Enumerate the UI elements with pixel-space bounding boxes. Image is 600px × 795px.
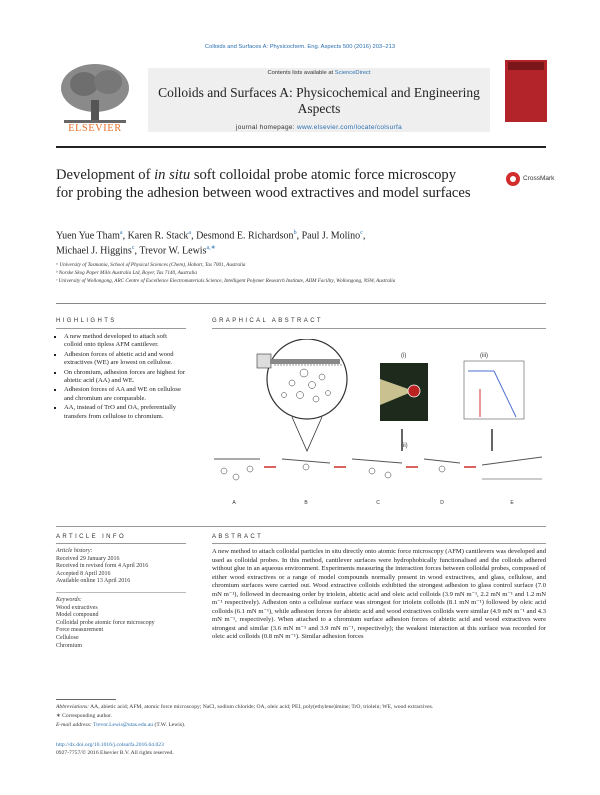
journal-citation[interactable]: Colloids and Surfaces A: Physicochem. Eng. Aspects 500 (2016) 203–213 bbox=[204, 44, 396, 50]
sciencedirect-link[interactable]: ScienceDirect bbox=[334, 70, 371, 76]
author-sup[interactable]: c bbox=[131, 245, 135, 252]
abbreviations-text: AA, abietic acid; AFM, atomic force microscopy; NaCl, sodium chloride; OA, oleic acid; PEI, poly(ethylene)imine; TrO, triolein; WE, wood extractives. bbox=[90, 704, 434, 710]
panel-label: B bbox=[304, 500, 308, 506]
panel-label: E bbox=[510, 500, 514, 506]
author-name[interactable]: Desmond E. Richardson bbox=[196, 230, 294, 242]
section-rule bbox=[56, 526, 546, 527]
history-item: Received 29 January 2016 bbox=[56, 555, 120, 562]
journal-homepage bbox=[148, 124, 490, 131]
abbreviations-label: Abbreviations: bbox=[56, 704, 90, 710]
author-sup[interactable]: b bbox=[293, 230, 297, 236]
history-item: Accepted 8 April 2016 bbox=[56, 570, 111, 577]
graphical-abstract-heading: GRAPHICAL ABSTRACT bbox=[212, 318, 323, 324]
email-suffix: (T.W. Lewis). bbox=[154, 722, 186, 728]
header-rule bbox=[56, 146, 546, 148]
panel-label: D bbox=[440, 500, 444, 506]
copyright-line: 0927-7757/© 2016 Elsevier B.V. All rights reserved. bbox=[56, 750, 174, 756]
keyword: Force measurement bbox=[56, 627, 104, 634]
author-name[interactable]: Paul J. Molino bbox=[301, 230, 361, 242]
ga-label-ii: (i) bbox=[401, 353, 407, 359]
highlight-item: ▪ On chromium, adhesion forces are highest for abietic acid (AA) and WE. bbox=[64, 369, 186, 386]
panel-label: C bbox=[376, 500, 380, 506]
keyword: Cellulose bbox=[56, 634, 79, 641]
process-panels bbox=[214, 457, 542, 480]
article-info-heading: ARTICLE INFO bbox=[56, 534, 127, 540]
homepage-link[interactable]: www.elsevier.com/locate/colsurfa bbox=[297, 124, 403, 131]
history-item: Available online 13 April 2016 bbox=[56, 578, 131, 585]
corresponding-footnote: ∗ Corresponding author. bbox=[56, 713, 113, 719]
contents-prefix: Contents lists available at bbox=[267, 70, 334, 76]
author-name[interactable]: Trevor W. Lewis bbox=[139, 245, 207, 257]
author-sup[interactable]: a bbox=[188, 230, 192, 236]
ga-label-iii: (iii) bbox=[480, 353, 488, 359]
highlight-item: ▪ A new method developed to attach soft colloid onto tipless AFM cantilever. bbox=[64, 333, 186, 350]
article-info-rule bbox=[56, 543, 186, 544]
keywords-rule bbox=[56, 592, 186, 593]
highlights-rule bbox=[56, 328, 186, 329]
author-sup[interactable]: c bbox=[360, 230, 363, 236]
affiliation: ᵇ Norske Skog Paper Mills Australia Ltd, Boyer, Tas 7140, Australia bbox=[56, 270, 197, 276]
cantilever-diagram bbox=[257, 339, 347, 419]
email-label: E-mail address: bbox=[56, 722, 92, 728]
email-footnote bbox=[56, 722, 546, 729]
journal-title: Colloids and Surfaces A: Physicochemical and Engineering Aspects bbox=[158, 85, 480, 116]
history-label: Article history: bbox=[56, 548, 93, 554]
doi-line bbox=[56, 742, 546, 749]
affiliation: ᶜ University of Wollongong, ARC Centre of Excellence Electromaterials Science, Intelligent Polymer Research Institute, AIIM Facility, Wollongong, NSW, Australia bbox=[56, 278, 396, 284]
journal-cover-band bbox=[508, 62, 544, 70]
article-info bbox=[56, 548, 186, 650]
abstract-heading: ABSTRACT bbox=[212, 534, 264, 540]
keywords-label: Keywords: bbox=[56, 596, 82, 603]
title-part-1: Development of bbox=[56, 167, 155, 183]
footnote-rule bbox=[56, 699, 116, 700]
author-list: Yuen Yue Tham$^a$, Karen R. Stack$^a$, Desmond E. Richardson$^b$, Paul J. Molino$^c$, Michael J. Higgins$^c$, Trevor W. Lewis$^{a,∗}$ bbox=[56, 230, 366, 257]
keyword: Colloidal probe atomic force microscopy bbox=[56, 619, 155, 626]
abstract-rule bbox=[212, 543, 546, 544]
graphical-abstract-figure[interactable] bbox=[212, 339, 546, 509]
author-name[interactable]: Michael J. Higgins bbox=[56, 245, 132, 257]
ga-label-ii-bottom: (ii) bbox=[401, 443, 408, 449]
keyword: Chromium bbox=[56, 642, 83, 649]
panel-label: A bbox=[232, 500, 236, 506]
elsevier-wordmark: ELSEVIER bbox=[68, 123, 122, 134]
graphical-abstract-rule bbox=[212, 328, 546, 329]
highlight-item: ▪ AA, instead of TrO and OA, preferentially transfers from cellulose to chromium. bbox=[64, 404, 186, 421]
author-sup[interactable]: a,∗ bbox=[206, 245, 216, 252]
history-item: Received in revised form 4 April 2016 bbox=[56, 563, 149, 570]
crossmark-icon-center bbox=[510, 176, 516, 182]
author-name[interactable]: Karen R. Stack bbox=[127, 230, 189, 242]
title-italic-part: in situ bbox=[154, 167, 191, 183]
abstract-text: A new method to attach colloidal particles in situ directly onto atomic force microscopy (AFM) cantilevers was developed and used as colloidal probes. In this method, cantilever surfaces were hydrophobically functionalised and the colloids adhered without glue in an aqueous environment. Experiments measuring the interaction forces between colloidal probes, composed of either wood extractives or a range of model compounds normally present in wood extractives, and glass, cellulose, and chromium surfaces were carried out. Wood extractive colloids exhibited the strongest adhesion to glass control surface (7.0 mN m⁻¹), followed in decreasing order by triolein, abietic acid and oleic acid colloids (3.9 mN m⁻¹, 2.2 mN m⁻¹ and 1.2 mN m⁻¹ respectively). Adhesion onto a cellulose surface was strongest for triolein colloids (8.1 mN m⁻¹) followed by oleic acid colloids (6.1 mN m⁻¹), while adhesion forces for abietic acid and wood extractives colloids were similar (4.9 mN m⁻¹ and 4.3 mN m⁻¹, respectively). When attached to a chromium surface adhesion forces of abietic acid and wood extractives were strongest and similar (3.6 mN m⁻¹ and 3.9 mN m⁻¹, respectively); the weakest interaction at this surface was recorded for oleic acid colloids (0.8 mN m⁻¹). Similar adhesion forces bbox=[212, 548, 546, 640]
affiliation: ᵃ University of Tasmania, School of Physical Sciences (Chem), Hobart, Tas 7001, Australia bbox=[56, 262, 246, 268]
highlight-item: ▪ Adhesion forces of AA and WE on cellulose and chromium are comparable. bbox=[64, 386, 186, 403]
email-link[interactable]: Trevor.Lewis@utas.edu.au bbox=[93, 722, 154, 728]
title-part-2: soft colloidal probe atomic force microscopy for probing the adhesion between wood extractives and model surfaces bbox=[56, 167, 471, 201]
homepage-label: journal homepage: bbox=[235, 124, 295, 131]
section-rule bbox=[56, 303, 546, 304]
colloid-marker bbox=[408, 385, 420, 397]
keyword: Wood extractives bbox=[56, 604, 98, 611]
keyword: Model compound bbox=[56, 612, 99, 619]
doi-link[interactable]: http://dx.doi.org/10.1016/j.colsurfa.2016.04.023 bbox=[56, 742, 164, 748]
author-name[interactable]: Yuen Yue Tham bbox=[56, 230, 120, 242]
crossmark-label[interactable]: CrossMark bbox=[523, 175, 555, 182]
author-sup[interactable]: a bbox=[119, 230, 123, 236]
abbreviations-footnote bbox=[56, 704, 546, 711]
force-curve-plot bbox=[464, 361, 524, 419]
contents-line bbox=[148, 70, 490, 76]
highlight-item: ▪ Adhesion forces of abietic acid and wood extractives (WE) are lowest on cellulose. bbox=[64, 351, 186, 368]
highlights-heading: HIGHLIGHTS bbox=[56, 318, 117, 324]
highlights-list bbox=[56, 333, 186, 422]
article-title bbox=[56, 166, 476, 202]
